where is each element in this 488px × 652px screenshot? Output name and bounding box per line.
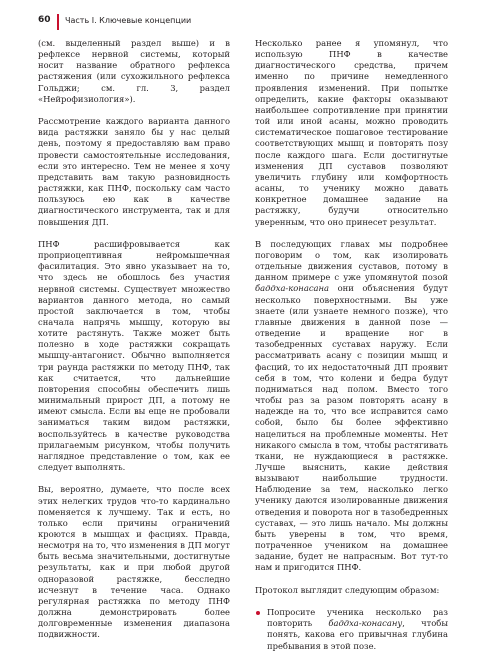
text-run: , чтобы понять, какова его привычная глубина пребывания в этой позе. xyxy=(267,618,448,651)
paragraph: ПНФ расшифровывается как проприоцептивная нейромышечная фасилитация. Это явно указывает на то, что здесь не обошлось без участия нервной системы. Существует множество вариантов данного метода, но самый простой заключается в том, чтобы сначала напрячь мышцу, которую вы хотите растянуть. Также может быть полезно в ходе растяжки сокращать мышцу-антагонист. Обычно выполняется три раунда растяжки по методу ПНФ, так как считается, что дальнейшие повторения способны обеспечить лишь минимальный прирост ДП, а потому не имеют смысла. Если вы еще не пробовали заниматься таким видом растяжки, воспользуйтесь в качестве руководства прилагаемым рисунком, чтобы получить наглядное представление о том, как ее следует выполнять. xyxy=(38,238,230,472)
protocol-list xyxy=(255,607,448,652)
paragraph: Вы, вероятно, думаете, что после всех этих нелегких трудов что-то кардинально поменяется к лучшему. Так и есть, но только если причины ограничений кроются в мышцах и фасциях. Правда, несмотря на то, что изменения в ДП могут быть весьма значительными, достигнутые результаты, как и при любой другой одноразовой растяжке, бесследно исчезнут в течение часа. Однако регулярная растяжка по методу ПНФ должна демонстрировать более долговременные изменения диапазона подвижности. xyxy=(38,484,230,640)
page-number: 60 xyxy=(38,15,51,25)
header-accent-bar xyxy=(57,14,59,30)
pose-name: баддха-конасана xyxy=(255,283,330,294)
paragraph: Протокол выглядит следующим образом: xyxy=(255,584,440,595)
list-item xyxy=(255,607,448,652)
text-run: Попросите ученика несколько раз повторить xyxy=(267,607,448,629)
left-column xyxy=(38,38,230,652)
text-run: они объяснения будут несколько поверхностными. Вы уже знаете (или узнаете немного позже), что главные движения в данной позе — отведение и вращение ног в тазобедренных суставах наружу. Если рассматривать асану с позиции мышц и фасций, то их недостаточный ДП проявит себя в том, что колени и бедра будут подниматься над полом. Вместо того чтобы раз за разом повторять асану в надежде на то, что все исправится само собой, было бы более эффективно нацелиться на проблемные моменты. Нет никакого смысла в том, чтобы растягивать ткани, не нуждающиеся в растяжке. Лучше выяснить, какие действия вызывают наибольшие трудности. Наблюдение за тем, насколько легко ученику даются изолированные движения отведения и поворота ног в тазобедренных суставах, — это лишь начало. Мы должны быть уверены в том, что время, потраченное учеником на домашнее задание, будет не напрасным. Вот тут-то нам и пригодится ПНФ. xyxy=(255,283,448,573)
right-column xyxy=(255,38,448,652)
paragraph: Несколько ранее я упомянул, что использую ПНФ в качестве диагностического средства, причем именно по причине немедленного проявления изменений. При попытке определить, какие факторы оказывают наибольшее сопротивление при принятии той или иной асаны, можно проводить систематическое пошаговое тестирование соответствующих мышц и повторять позу после каждого шага. Если достигнутые изменения ДП суставов позволяют увеличить глубину или комфортность асаны, то ученику можно давать конкретное домашнее задание на растяжку, будучи относительно уверенным, что оно принесет результат. xyxy=(255,38,448,227)
pose-name: баддха-конасану xyxy=(328,618,403,629)
page-header xyxy=(38,14,468,30)
text-run: В последующих главах мы подробнее поговорим о том, как изолировать отдельные движения суставов, потому в данном примере с уже упомянутой позой xyxy=(255,238,448,283)
bullet-icon xyxy=(256,611,260,615)
paragraph: (см. выделенный раздел выше) и в рефлексе нервной системы, который носит название обратного рефлекса растяжения (или сухожильного рефлекса Гольджи; см. гл. 3, раздел «Нейрофизиология»). xyxy=(38,38,230,104)
paragraph: Рассмотрение каждого варианта данного вида растяжки заняло бы у нас целый день, поэтому я предоставляю вам право провести самостоятельные исследования, если это интересно. Тем не менее я хочу представить вам такую разновидность растяжки, как ПНФ, поскольку сам часто пользуюсь ею как в качестве диагностического инструмента, так и для повышения ДП. xyxy=(38,116,230,227)
running-title: Часть I. Ключевые концепции xyxy=(65,16,192,25)
paragraph xyxy=(255,239,448,574)
